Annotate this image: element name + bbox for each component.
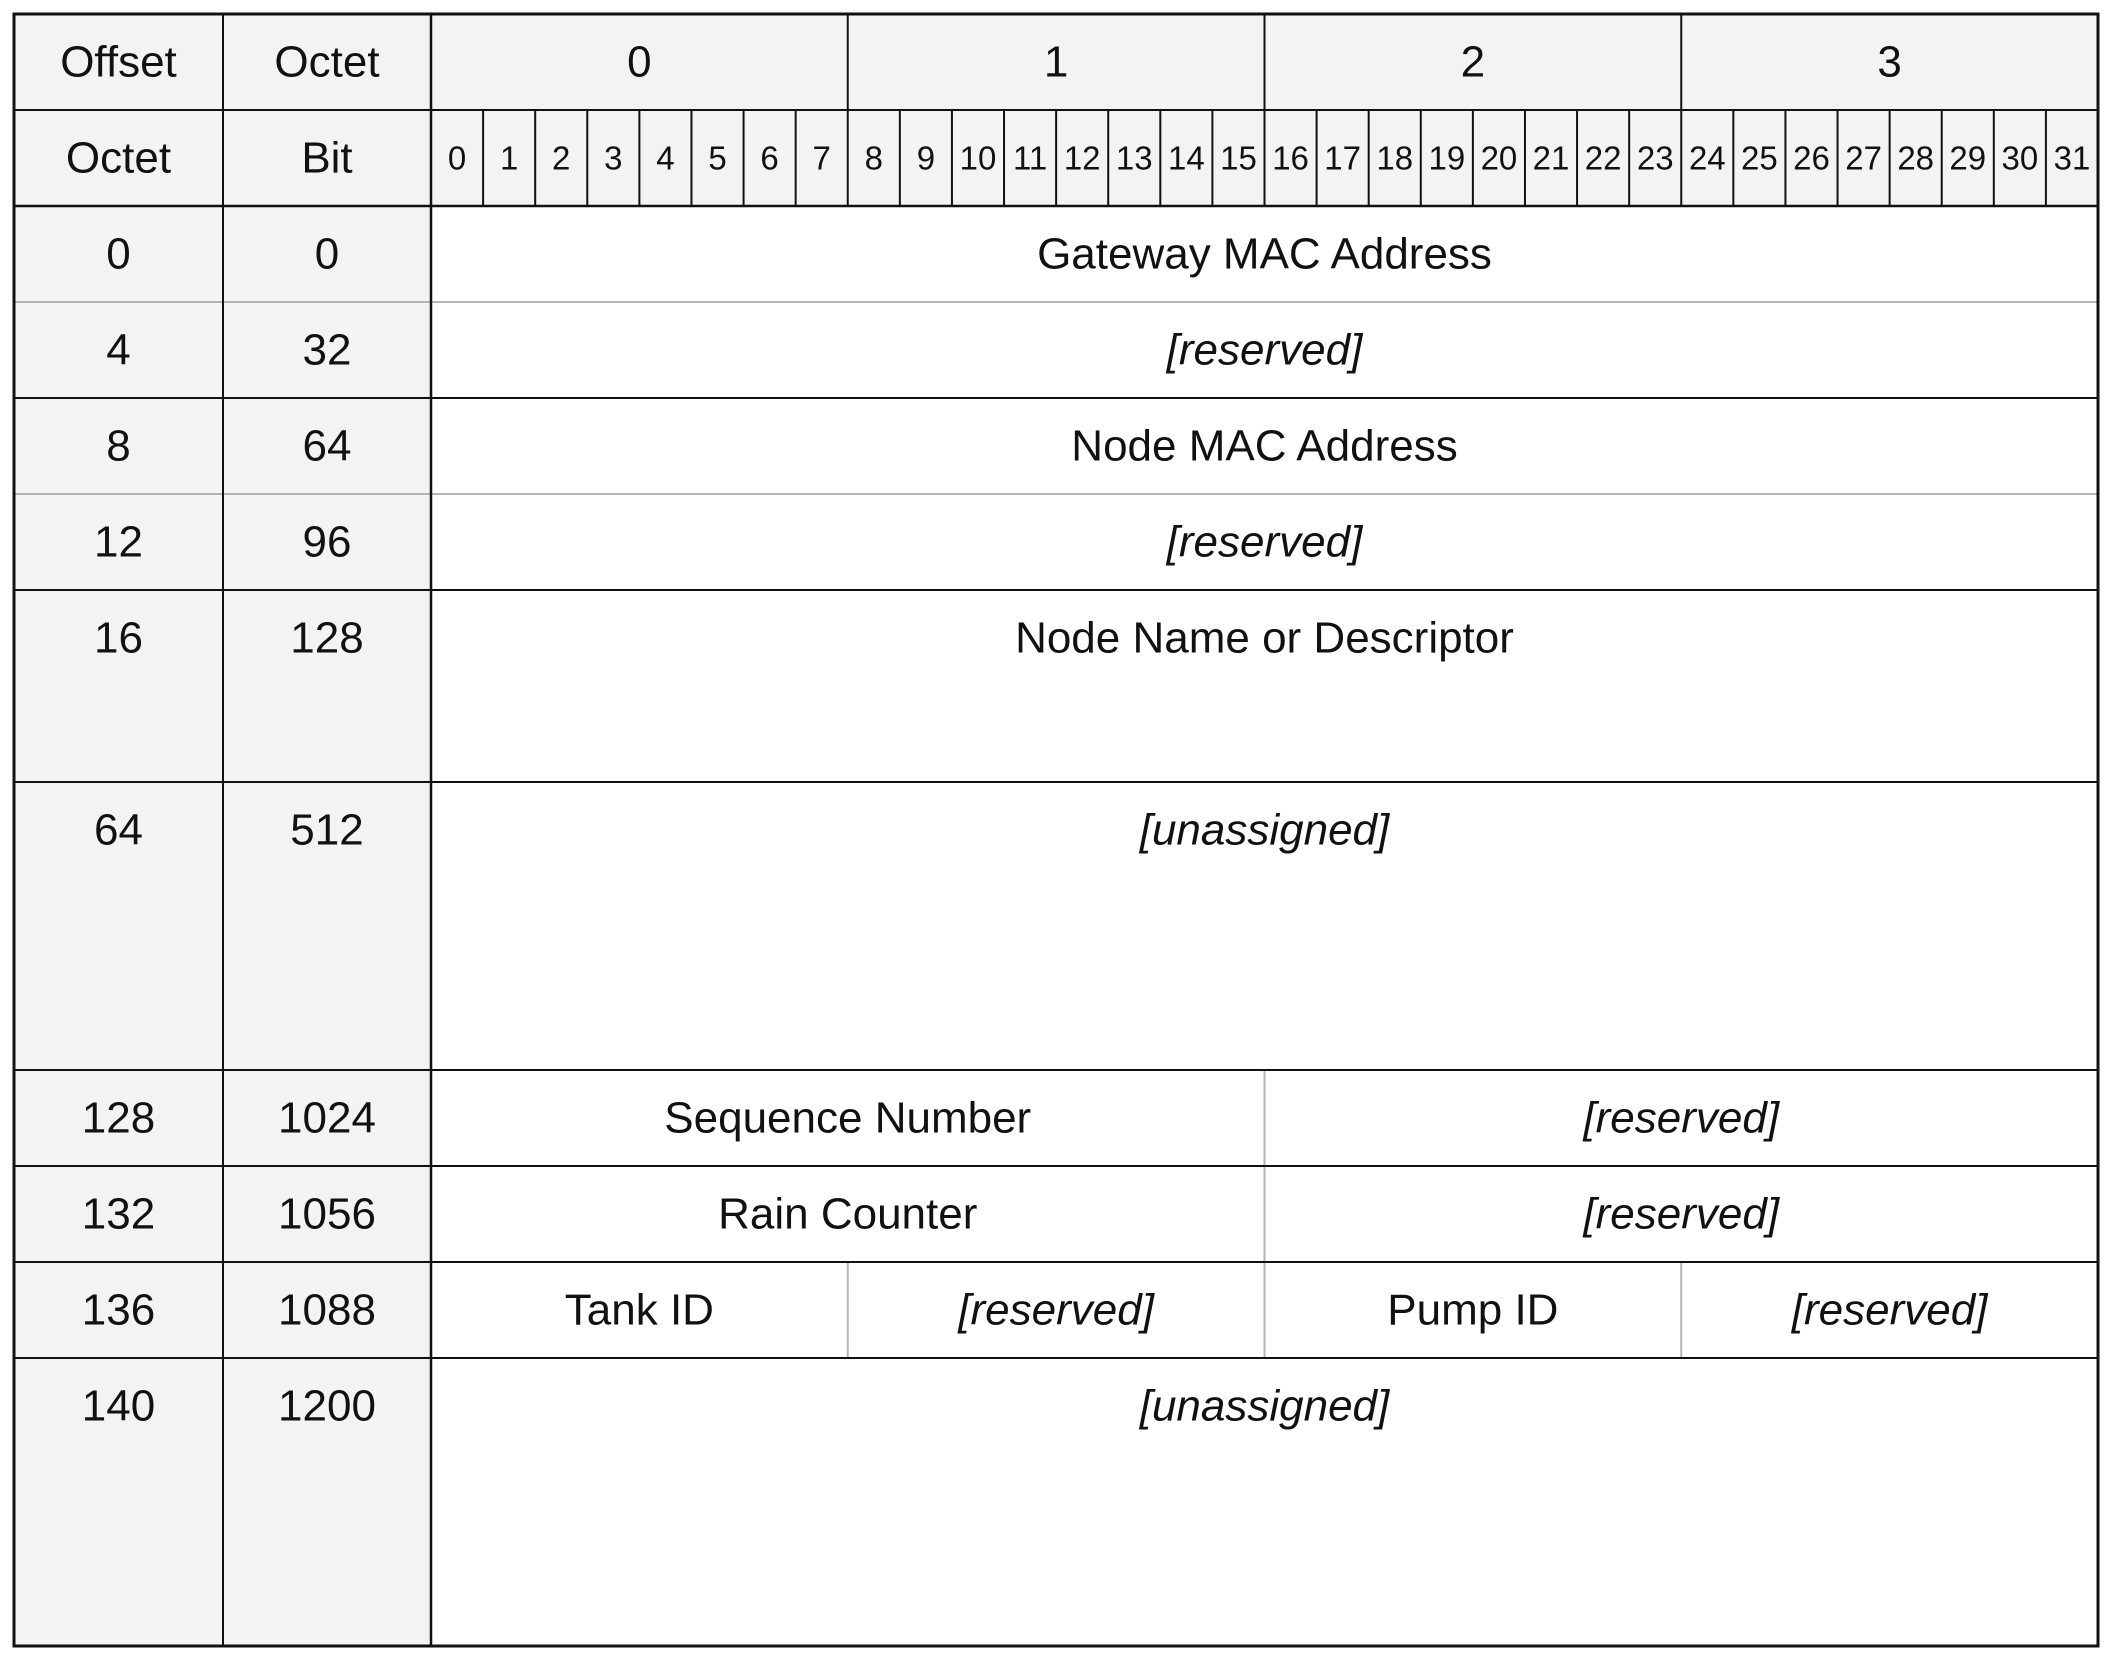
row-bit: 0 — [314, 229, 340, 279]
row-bit: 512 — [290, 805, 364, 855]
field-label: Node MAC Address — [1071, 421, 1458, 471]
bit-number-7: 7 — [812, 139, 831, 177]
bit-number-2: 2 — [552, 139, 571, 177]
row-octet: 0 — [106, 229, 131, 279]
bit-number-26: 26 — [1793, 139, 1830, 177]
row-bit: 1088 — [278, 1285, 376, 1335]
field-label: Sequence Number — [664, 1093, 1032, 1143]
row-octet: 136 — [81, 1285, 156, 1335]
octet-row-label: Octet — [65, 133, 172, 183]
row-octet: 132 — [81, 1189, 156, 1239]
field-label: [unassigned] — [1139, 805, 1390, 855]
row-octet: 128 — [81, 1093, 156, 1143]
bit-number-21: 21 — [1532, 139, 1570, 177]
bit-number-24: 24 — [1688, 139, 1726, 177]
bit-number-31: 31 — [2053, 139, 2091, 177]
bit-number-3: 3 — [604, 139, 623, 177]
bit-number-22: 22 — [1584, 139, 1622, 177]
row-octet: 140 — [81, 1381, 156, 1431]
field-label: [reserved] — [1166, 325, 1363, 375]
bit-number-20: 20 — [1480, 139, 1518, 177]
bit-number-30: 30 — [2001, 139, 2039, 177]
row-octet: 16 — [94, 613, 143, 663]
bit-number-29: 29 — [1949, 139, 1987, 177]
row-bit: 96 — [302, 517, 352, 567]
octet-number-3: 3 — [1877, 37, 1902, 87]
row-bit: 1200 — [278, 1381, 376, 1431]
field-label: [unassigned] — [1139, 1381, 1390, 1431]
octet-header: Octet — [274, 37, 380, 87]
row-bit: 32 — [302, 325, 352, 375]
bit-number-23: 23 — [1636, 139, 1674, 177]
field-label: Gateway MAC Address — [1037, 229, 1492, 279]
field-label: [reserved] — [1791, 1285, 1988, 1335]
row-bit: 1024 — [278, 1093, 376, 1143]
field-label: [reserved] — [1166, 517, 1363, 567]
row-octet: 4 — [106, 325, 131, 375]
row-bit: 128 — [290, 613, 364, 663]
field-label: [reserved] — [1583, 1189, 1780, 1239]
field-label: [reserved] — [958, 1285, 1154, 1335]
bit-number-1: 1 — [499, 139, 519, 177]
bit-number-11: 11 — [1012, 139, 1048, 177]
bit-number-10: 10 — [959, 139, 997, 177]
octet-number-0: 0 — [627, 37, 652, 87]
bit-number-18: 18 — [1376, 139, 1414, 177]
bit-number-15: 15 — [1220, 139, 1257, 177]
bit-number-0: 0 — [447, 139, 467, 177]
bit-number-13: 13 — [1115, 139, 1153, 177]
bit-number-17: 17 — [1324, 139, 1361, 177]
row-octet: 8 — [106, 421, 131, 471]
bit-number-19: 19 — [1428, 139, 1466, 177]
bit-number-9: 9 — [916, 139, 936, 177]
field-label: Tank ID — [564, 1285, 714, 1335]
octet-number-1: 1 — [1043, 37, 1069, 87]
row-octet: 12 — [94, 517, 143, 567]
bit-number-14: 14 — [1168, 139, 1205, 177]
bit-number-16: 16 — [1272, 139, 1309, 177]
field-label: Rain Counter — [718, 1189, 978, 1239]
bit-row-label: Bit — [301, 133, 353, 183]
field-label: [reserved] — [1583, 1093, 1780, 1143]
bit-number-8: 8 — [864, 139, 883, 177]
offset-header: Offset — [60, 37, 177, 87]
bit-number-5: 5 — [708, 139, 727, 177]
field-label: Node Name or Descriptor — [1015, 613, 1514, 663]
octet-number-2: 2 — [1460, 37, 1486, 87]
bit-number-27: 27 — [1845, 139, 1882, 177]
bit-number-25: 25 — [1741, 139, 1778, 177]
row-bit: 64 — [302, 421, 352, 471]
field-label: Pump ID — [1387, 1285, 1559, 1335]
bit-number-6: 6 — [760, 139, 779, 177]
row-bit: 1056 — [278, 1189, 376, 1239]
bit-number-12: 12 — [1063, 139, 1101, 177]
bit-number-28: 28 — [1897, 139, 1935, 177]
bit-number-4: 4 — [656, 139, 675, 177]
row-octet: 64 — [94, 805, 143, 855]
